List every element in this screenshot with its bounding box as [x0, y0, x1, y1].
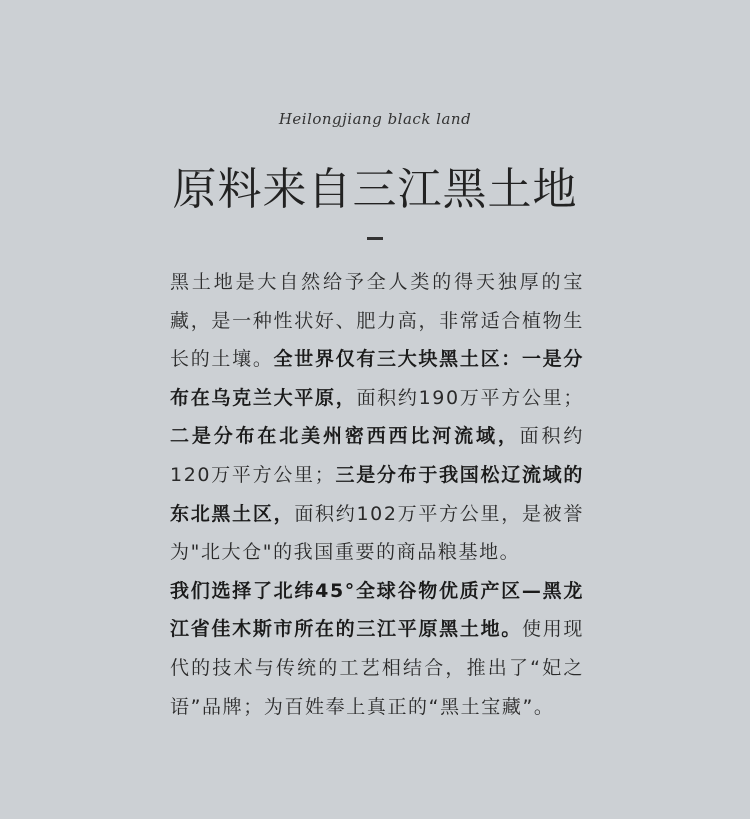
highlight-mississippi: 二是分布在北美州密西西比河流域， — [170, 425, 520, 448]
area-ukraine: 面积约190万平方公里； — [356, 386, 584, 409]
page-title: 原料来自三江黑土地 — [172, 164, 578, 215]
brand-sentence: 使用现代的技术与传统的工艺相结合，推出了“妃之语”品牌；为百姓奉上真正的“黑土宝藏”。 — [170, 618, 584, 718]
highlight-songliao: 三是分布于我国松辽流域的东北黑土区， — [170, 463, 584, 525]
title-divider — [367, 237, 383, 240]
intro-sentence: 黑土地是大自然给予全人类的得天独厚的宝藏，是一种性状好、肥力高，非常适合植物生长的土壤。 — [170, 271, 584, 371]
highlight-sanjiang: 我们选择了北纬45°全球谷物优质产区—黑龙江省佳木斯市所在的三江平原黑土地。 — [170, 579, 584, 641]
area-mississippi: 面积约120万平方公里； — [170, 425, 584, 486]
area-songliao: 面积约102万平方公里，是被誉为"北大仓"的我国重要的商品粮基地。 — [170, 502, 584, 564]
highlight-ukraine: 全世界仅有三大块黑土区：一是分布在乌克兰大平原， — [170, 348, 584, 409]
paragraph-black-land — [170, 263, 584, 572]
paragraph-brand — [170, 572, 584, 726]
body-text — [170, 263, 584, 726]
subtitle-text: Heilongjiang black land — [278, 110, 472, 128]
